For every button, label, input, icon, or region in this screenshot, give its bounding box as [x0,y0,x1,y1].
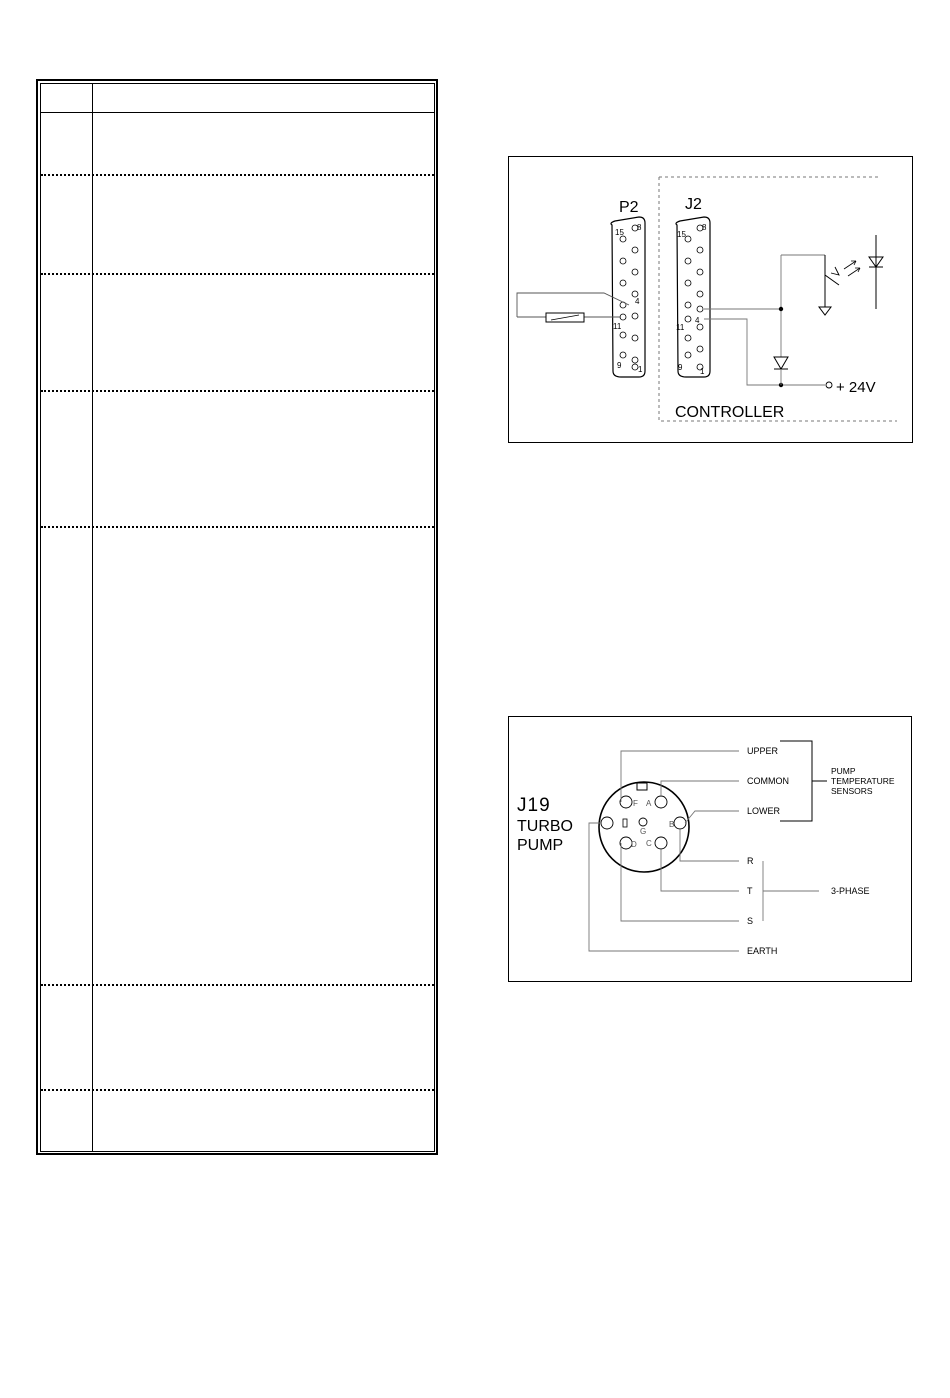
p2-label: P2 [619,199,639,216]
p2-pin-4-label: 4 [635,297,640,306]
wire-earth-label: EARTH [747,946,778,956]
junction-dot [779,307,783,311]
table-inner-border [40,83,435,1152]
wire-t-label: T [747,886,753,896]
p2-pin-9-label: 9 [617,361,622,370]
table-row-separator [41,984,434,986]
pin-b-label: B [669,820,675,829]
phototransistor-symbol [825,255,839,297]
sensors-label-line3: SENSORS [831,786,873,796]
connector-wiring-svg [509,157,914,444]
table-row-separator [41,526,434,528]
table-row-separator [41,1089,434,1091]
pump-label: PUMP [517,837,564,854]
controller-internal-wires [704,255,825,385]
wire-common-label: COMMON [747,776,789,786]
j2-pin-9-label: 9 [678,363,683,372]
pin-c-label: C [646,839,652,848]
wire-r-label: R [747,856,754,866]
turbo-label: TURBO [517,818,573,835]
j19-label: J19 [517,795,551,816]
turbo-pump-wiring-diagram [508,716,912,982]
j2-pin-4-label: 4 [695,316,700,325]
p2-connector-shell [611,217,645,377]
table-row-separator [41,174,434,176]
connector-key [637,783,647,790]
table-header-separator [41,112,434,113]
pin-a-label: A [646,799,652,808]
p2-pin-15-label: 15 [615,228,624,237]
j2-pin-15-label: 15 [677,230,686,239]
j2-label: J2 [685,196,702,213]
sensors-label-line2: TEMPERATURE [831,776,895,786]
p2-pin-8-label: 8 [637,223,642,232]
j2-connector-shell [676,217,710,377]
p2-pin-1-label: 1 [638,365,643,374]
diode-symbol [774,357,788,369]
sensors-label-line1: PUMP [831,766,856,776]
j2-pins [685,225,703,370]
wire-lower-label: LOWER [747,806,781,816]
ground-symbol [819,297,831,315]
three-phase-label: 3-PHASE [831,886,870,896]
supply-terminal [826,382,832,388]
connector-wiring-diagram [508,156,913,443]
pin-f-label: F [633,799,638,808]
p2-pin-11-label: 11 [613,322,622,331]
wire-upper-label: UPPER [747,746,779,756]
table-row-separator [41,390,434,392]
pin-d-label: D [631,840,637,849]
led-symbol [869,235,883,309]
j2-pin-1-label: 1 [700,367,705,376]
table-row-separator [41,273,434,275]
light-arrows [844,261,860,276]
pin-g-label: G [640,827,647,836]
turbo-pump-wiring-svg [509,717,913,983]
j2-pin-11-label: 11 [676,323,685,332]
controller-label: CONTROLLER [675,404,785,421]
table-column-divider [92,84,93,1152]
wire-s-label: S [747,916,754,926]
j2-pin-8-label: 8 [702,223,707,232]
supply-label: + 24V [836,379,876,396]
